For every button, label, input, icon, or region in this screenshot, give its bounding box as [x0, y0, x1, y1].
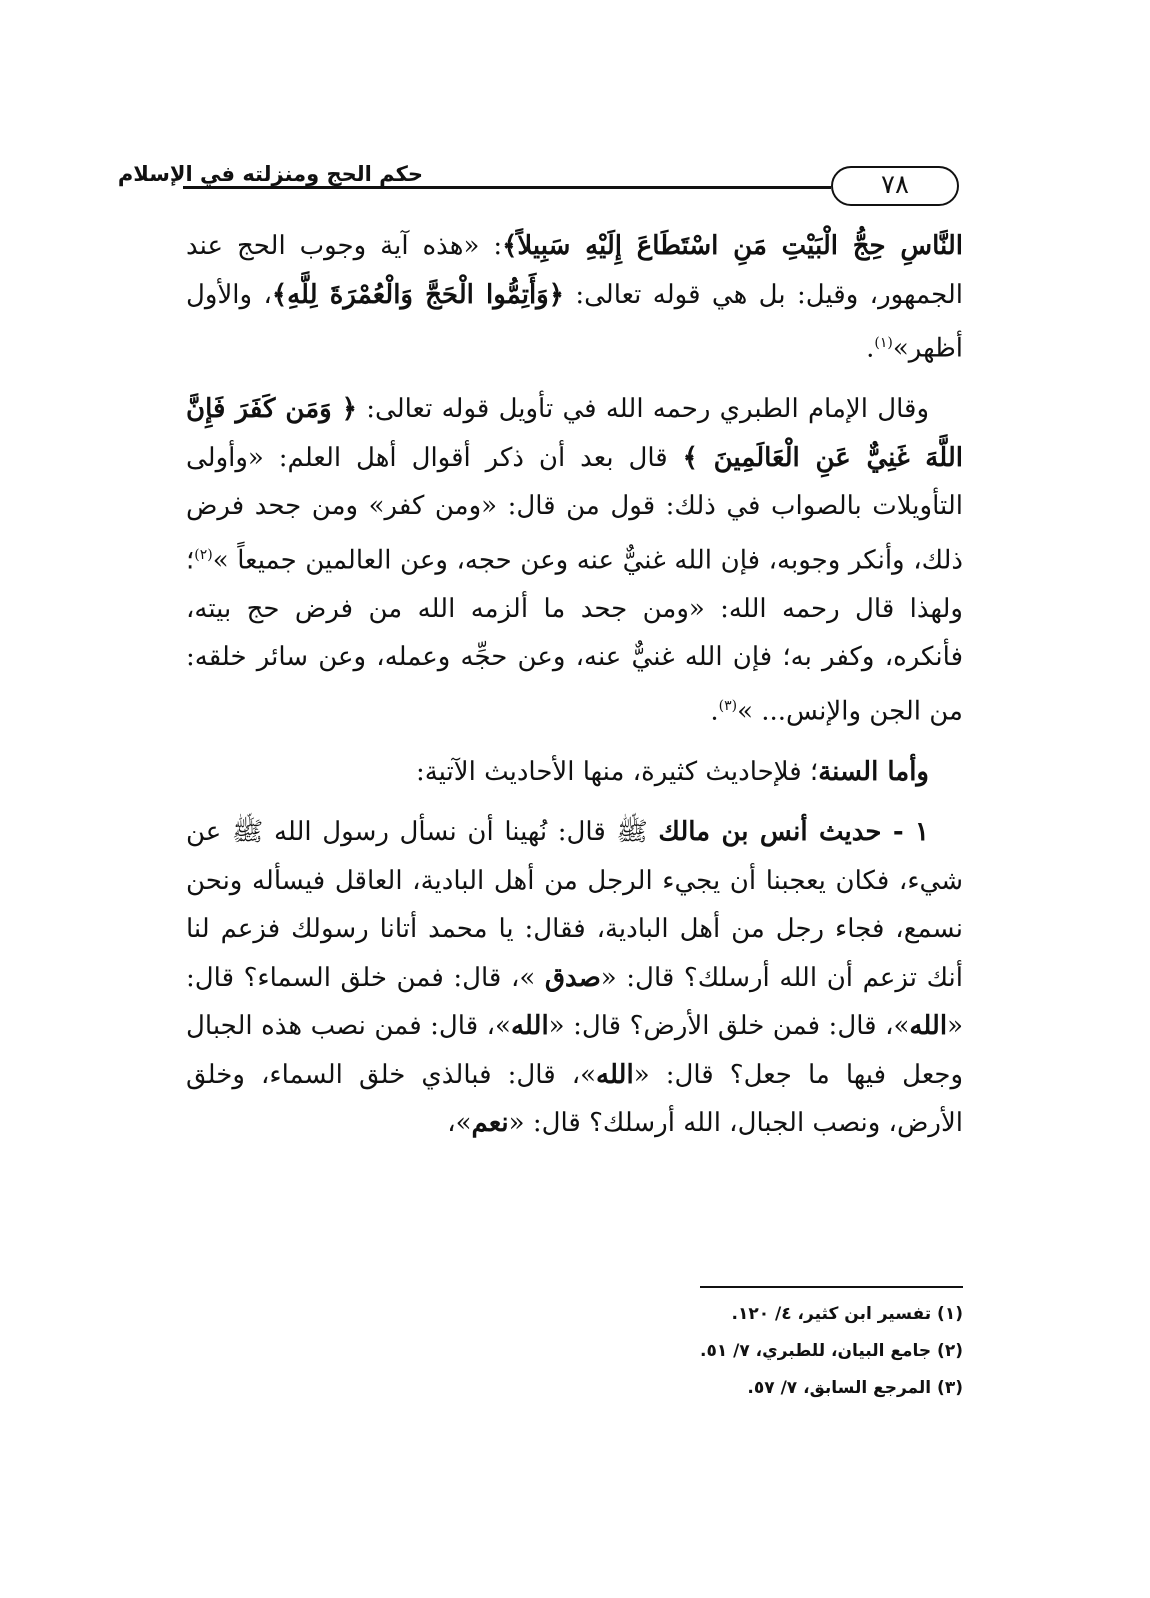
header-rule — [183, 186, 831, 189]
text-run: . — [710, 696, 719, 727]
quran-verse: ﴿ وَمَن كَفَرَ فَإِنَّ اللَّهَ غَنِيٌّ عَنِ الْعَالَمِينَ ﴾ — [186, 394, 963, 473]
text-run: وقال الإمام الطبري رحمه الله في تأويل قوله تعالى: — [357, 394, 930, 425]
bold-text: الله — [909, 1011, 948, 1042]
quran-verse: ﴿وَأَتِمُّوا الْحَجَّ وَالْعُمْرَةَ لِلَّهِ﴾ — [271, 279, 564, 310]
page-header — [117, 158, 963, 218]
text-run: . — [866, 333, 875, 364]
paragraph-p4 — [186, 808, 963, 1148]
paragraph-p3 — [186, 748, 963, 797]
footnote-ref: (٣) — [718, 697, 738, 714]
footnote-1: (١) تفسير ابن كثير، ٤/ ١٢٠. — [731, 1304, 963, 1324]
bold-text: الله — [510, 1011, 549, 1042]
text-run: »، قال: فبالذي خلق السماء، وخلق الأرض، ونصب الجبال، الله أرسلك؟ قال: « — [186, 1059, 963, 1139]
bold-text: نعم — [471, 1108, 509, 1139]
text-run: »، — [447, 1108, 472, 1139]
text-run: : «هذه آية وجوب الحج عند الجمهور، وقيل: بل هي قوله تعالى: — [186, 231, 963, 310]
footnote-2: (٢) جامع البيان، للطبري، ٧/ ٥١. — [699, 1341, 963, 1361]
bold-text: وأما السنة — [818, 756, 929, 787]
running-title: حكم الحج ومنزلته في الإسلام — [117, 162, 423, 186]
text-run: قال بعد أن ذكر أقوال أهل العلم: «وأولى التأويلات بالصواب في ذلك: قول من قال: «ومن كفر» ومن جحد فرض ذلك، وأنكر وجوبه، فإن الله غنيٌّ عنه وعن حجه، وعن العالمين جميعاً » — [186, 442, 963, 576]
body-text — [186, 222, 963, 1148]
footnotes — [560, 1296, 963, 1407]
bold-text: الله — [596, 1059, 634, 1090]
bold-text: ١ - حديث أنس بن مالك — [658, 817, 929, 848]
text-run: ؛ ولهذا قال رحمه الله: «ومن جحد ما ألزمه الله من فرض حج بيته، فأنكره، وكفر به؛ فإن الله غنيٌّ عنه، وعن حجِّه وعمله، وعن سائر خلقه: من الجن والإنس... » — [186, 545, 963, 727]
paragraph-p2 — [186, 385, 963, 736]
footnote-3: (٣) المرجع السابق، ٧/ ٥٧. — [747, 1378, 963, 1398]
footnote-ref: (١) — [874, 335, 893, 351]
quran-verse: النَّاسِ حِجُّ الْبَيْتِ مَنِ اسْتَطَاعَ إِلَيْهِ سَبِيلاً﴾ — [502, 231, 963, 261]
text-run: ؛ فلإحاديث كثيرة، منها الأحاديث الآتية: — [415, 756, 819, 787]
bold-text: صدق — [544, 962, 601, 993]
text-run: »، قال: فمن نصب هذه الجبال وجعل فيها ما جعل؟ قال: « — [186, 1011, 963, 1090]
text-run: »، قال: فمن خلق الأرض؟ قال: « — [548, 1011, 910, 1042]
page-number: ٧٨ — [831, 166, 959, 206]
text-run: ، والأول أظهر» — [186, 279, 963, 364]
footnote-ref: (٢) — [194, 546, 213, 563]
paragraph-p1 — [186, 222, 963, 373]
text-run: »، قال: فمن خلق السماء؟ قال: « — [186, 962, 963, 1042]
text-run: ﷺ قال: نُهينا أن نسأل رسول الله ﷺ عن شيء، فكان يعجبنا أن يجيء الرجل من أهل البادية، العاقل فيسأله ونحن نسمع، فجاء رجل من أهل البادية، فقال: يا محمد أتانا رسولك فزعم لنا أنك تزعم أن الله أرسلك؟ قال: « — [186, 817, 963, 993]
footnote-rule — [700, 1286, 963, 1288]
